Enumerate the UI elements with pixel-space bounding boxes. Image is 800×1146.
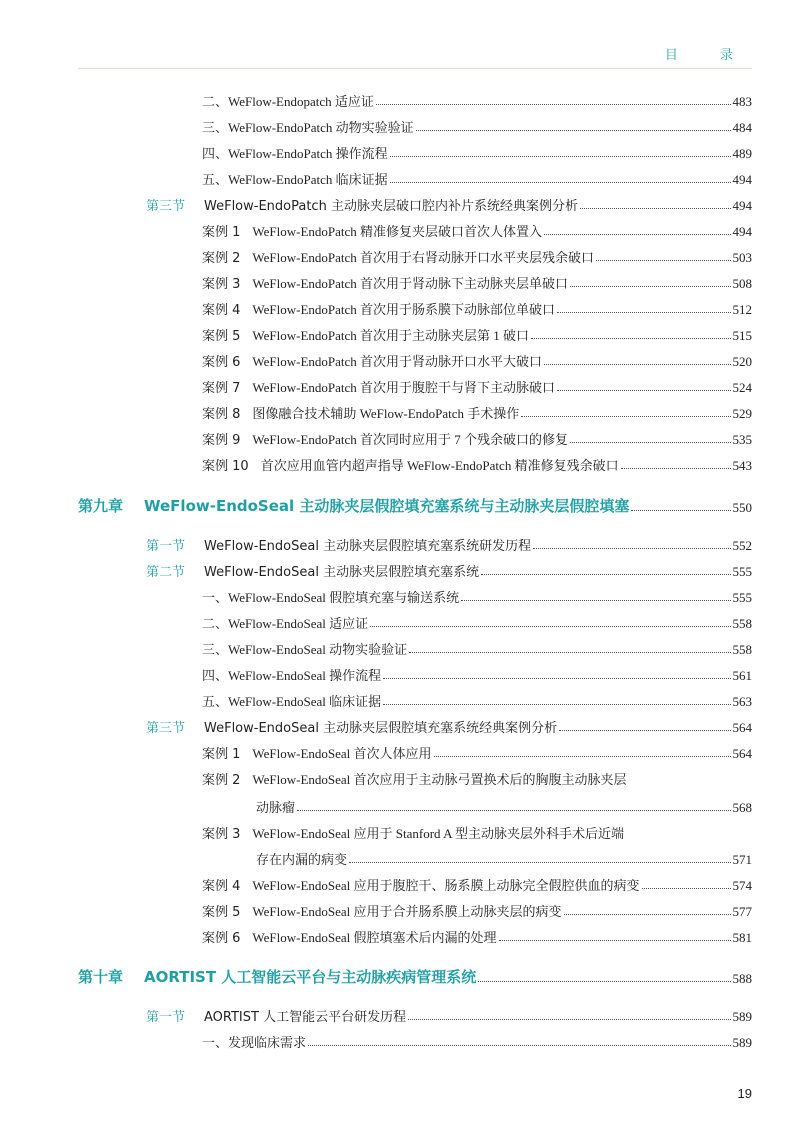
leader-dots xyxy=(409,652,730,653)
toc-chapter xyxy=(78,496,752,516)
leader-dots xyxy=(349,862,730,863)
toc-case xyxy=(202,350,752,370)
toc-case xyxy=(202,324,752,344)
leader-dots xyxy=(390,182,731,183)
case-number: 案例 2 xyxy=(202,773,241,788)
toc-case xyxy=(202,428,752,448)
section-number: 第一节 xyxy=(146,1010,186,1025)
entry-page: 588 xyxy=(732,971,752,986)
leader-dots xyxy=(533,548,730,549)
entry-page: 555 xyxy=(732,564,752,579)
entry-title: 一、WeFlow-EndoSeal 假腔填充塞与输送系统 xyxy=(202,590,460,605)
toc-case xyxy=(202,298,752,318)
leader-dots xyxy=(481,574,730,575)
entry-page: 563 xyxy=(732,694,752,709)
leader-dots xyxy=(383,704,730,705)
case-number: 案例 8 xyxy=(202,407,241,422)
leader-dots xyxy=(596,260,730,261)
case-number: 案例 1 xyxy=(202,225,241,240)
case-number: 案例 2 xyxy=(202,251,241,266)
entry-title: WeFlow-EndoPatch 首次用于肠系膜下动脉部位单破口 xyxy=(252,302,556,317)
entry-page: 574 xyxy=(732,878,752,893)
entry-page: 483 xyxy=(732,94,752,109)
leader-dots xyxy=(478,981,730,982)
toc-case-continuation xyxy=(256,796,752,816)
entry-page: 561 xyxy=(732,668,752,683)
entry-page: 535 xyxy=(732,432,752,447)
entry-page: 555 xyxy=(732,590,752,605)
toc-entry xyxy=(202,638,752,658)
entry-title: WeFlow-EndoSeal 应用于腹腔干、肠系膜上动脉完全假腔供血的病变 xyxy=(252,878,640,893)
section-title: WeFlow-EndoPatch 主动脉夹层破口腔内补片系统经典案例分析 xyxy=(204,199,578,214)
entry-title: 一、发现临床需求 xyxy=(202,1035,307,1050)
case-number: 案例 5 xyxy=(202,329,241,344)
toc-chapter xyxy=(78,967,752,987)
section-number: 第三节 xyxy=(146,721,186,736)
case-number: 案例 4 xyxy=(202,303,241,318)
header-divider xyxy=(78,68,752,69)
case-number: 案例 10 xyxy=(202,459,249,474)
toc-section xyxy=(146,534,752,554)
entry-title: 五、WeFlow-EndoPatch 临床证据 xyxy=(202,172,388,187)
entry-title: WeFlow-EndoSeal 首次应用于主动脉弓置换术后的胸腹主动脉夹层 xyxy=(252,772,627,787)
toc-entry xyxy=(202,90,752,110)
entry-page: 520 xyxy=(732,354,752,369)
toc-case xyxy=(202,220,752,240)
toc-section xyxy=(146,194,752,214)
section-number: 第三节 xyxy=(146,199,186,214)
toc-case xyxy=(202,246,752,266)
case-number: 案例 3 xyxy=(202,277,241,292)
toc-entry xyxy=(202,586,752,606)
entry-title: 三、WeFlow-EndoPatch 动物实验验证 xyxy=(202,120,414,135)
case-number: 案例 1 xyxy=(202,747,241,762)
leader-dots xyxy=(531,338,730,339)
leader-dots xyxy=(297,810,730,811)
entry-page: 564 xyxy=(732,720,752,735)
leader-dots xyxy=(557,390,730,391)
case-number: 案例 3 xyxy=(202,827,241,842)
entry-title: WeFlow-EndoSeal 应用于 Stanford A 型主动脉夹层外科手术后近端 xyxy=(252,826,625,841)
case-number: 案例 5 xyxy=(202,905,241,920)
leader-dots xyxy=(621,468,731,469)
entry-page: 494 xyxy=(732,172,752,187)
leader-dots xyxy=(416,130,731,131)
entry-title: WeFlow-EndoPatch 首次用于肾动脉下主动脉夹层单破口 xyxy=(252,276,569,291)
entry-page: 494 xyxy=(732,198,752,213)
leader-dots xyxy=(544,234,730,235)
entry-page: 581 xyxy=(732,930,752,945)
entry-page: 571 xyxy=(732,852,752,867)
entry-page: 489 xyxy=(732,146,752,161)
running-header: 目 录 xyxy=(664,48,752,63)
leader-dots xyxy=(370,626,730,627)
entry-title-continued: 存在内漏的病变 xyxy=(256,852,348,867)
entry-page: 512 xyxy=(732,302,752,317)
leader-dots xyxy=(521,416,730,417)
case-number: 案例 4 xyxy=(202,879,241,894)
leader-dots xyxy=(499,940,731,941)
entry-title: WeFlow-EndoPatch 首次用于主动脉夹层第 1 破口 xyxy=(252,328,530,343)
leader-dots xyxy=(580,208,731,209)
entry-page: 543 xyxy=(732,458,752,473)
toc-entry xyxy=(202,168,752,188)
leader-dots xyxy=(376,104,731,105)
leader-dots xyxy=(564,914,731,915)
leader-dots xyxy=(631,510,730,511)
entry-page: 564 xyxy=(732,746,752,761)
section-number: 第一节 xyxy=(146,539,186,554)
entry-title: WeFlow-EndoSeal 应用于合并肠系膜上动脉夹层的病变 xyxy=(252,904,562,919)
entry-page: 494 xyxy=(732,224,752,239)
entry-page: 503 xyxy=(732,250,752,265)
toc-case xyxy=(202,822,752,842)
entry-title: 二、WeFlow-EndoSeal 适应证 xyxy=(202,616,369,631)
toc-entry xyxy=(202,612,752,632)
case-number: 案例 6 xyxy=(202,931,241,946)
entry-title: WeFlow-EndoPatch 首次用于右肾动脉开口水平夹层残余破口 xyxy=(252,250,595,265)
toc-case xyxy=(202,768,752,788)
entry-title: 四、WeFlow-EndoPatch 操作流程 xyxy=(202,146,388,161)
entry-page: 589 xyxy=(732,1035,752,1050)
entry-page: 508 xyxy=(732,276,752,291)
toc-entry xyxy=(202,664,752,684)
entry-page: 515 xyxy=(732,328,752,343)
toc-section xyxy=(146,1005,752,1025)
entry-title: WeFlow-EndoPatch 精准修复夹层破口首次人体置入 xyxy=(252,224,543,239)
entry-page: 558 xyxy=(732,616,752,631)
toc-case xyxy=(202,926,752,946)
entry-page: 552 xyxy=(732,538,752,553)
toc-case xyxy=(202,376,752,396)
entry-title: WeFlow-EndoSeal 假腔填塞术后内漏的处理 xyxy=(252,930,497,945)
toc-case xyxy=(202,874,752,894)
toc-case-continuation xyxy=(256,848,752,868)
entry-title: WeFlow-EndoPatch 首次用于肾动脉开口水平大破口 xyxy=(252,354,543,369)
toc-entry xyxy=(202,142,752,162)
toc-case xyxy=(202,272,752,292)
entry-page: 484 xyxy=(732,120,752,135)
leader-dots xyxy=(557,312,730,313)
entry-page: 589 xyxy=(732,1009,752,1024)
entry-page: 558 xyxy=(732,642,752,657)
leader-dots xyxy=(434,756,731,757)
entry-title: 图像融合技术辅助 WeFlow-EndoPatch 手术操作 xyxy=(252,406,520,421)
entry-title: 首次应用血管内超声指导 WeFlow-EndoPatch 精准修复残余破口 xyxy=(260,458,619,473)
chapter-title: AORTIST 人工智能云平台与主动脉疾病管理系统 xyxy=(144,968,477,986)
entry-title: 四、WeFlow-EndoSeal 操作流程 xyxy=(202,668,382,683)
entry-title: WeFlow-EndoPatch 首次同时应用于 7 个残余破口的修复 xyxy=(252,432,569,447)
page-number: 19 xyxy=(737,1086,752,1101)
entry-title: WeFlow-EndoPatch 首次用于腹腔干与肾下主动脉破口 xyxy=(252,380,556,395)
entry-title: 三、WeFlow-EndoSeal 动物实验验证 xyxy=(202,642,408,657)
entry-title: 二、WeFlow-Endopatch 适应证 xyxy=(202,94,374,109)
leader-dots xyxy=(408,1019,730,1020)
entry-page: 568 xyxy=(732,800,752,815)
section-title: WeFlow-EndoSeal 主动脉夹层假腔填充塞系统经典案例分析 xyxy=(204,721,558,736)
toc-entry xyxy=(202,116,752,136)
entry-page: 550 xyxy=(732,500,752,515)
leader-dots xyxy=(559,730,730,731)
case-number: 案例 7 xyxy=(202,381,241,396)
case-number: 案例 9 xyxy=(202,433,241,448)
toc-case xyxy=(202,454,752,474)
toc-case xyxy=(202,742,752,762)
leader-dots xyxy=(390,156,731,157)
leader-dots xyxy=(308,1045,730,1046)
leader-dots xyxy=(570,442,730,443)
chapter-number: 第十章 xyxy=(78,968,124,986)
entry-page: 529 xyxy=(732,406,752,421)
section-title: WeFlow-EndoSeal 主动脉夹层假腔填充塞系统 xyxy=(204,565,480,580)
entry-title-continued: 动脉瘤 xyxy=(256,800,296,815)
entry-title: WeFlow-EndoSeal 首次人体应用 xyxy=(252,746,432,761)
section-title: WeFlow-EndoSeal 主动脉夹层假腔填充塞系统研发历程 xyxy=(204,539,532,554)
toc-section xyxy=(146,560,752,580)
section-number: 第二节 xyxy=(146,565,186,580)
leader-dots xyxy=(570,286,730,287)
toc-entry xyxy=(202,690,752,710)
toc-entry xyxy=(202,1031,752,1051)
case-number: 案例 6 xyxy=(202,355,241,370)
chapter-title: WeFlow-EndoSeal 主动脉夹层假腔填充塞系统与主动脉夹层假腔填塞 xyxy=(144,497,630,515)
toc-case xyxy=(202,402,752,422)
leader-dots xyxy=(544,364,730,365)
leader-dots xyxy=(642,888,731,889)
chapter-number: 第九章 xyxy=(78,497,124,515)
leader-dots xyxy=(461,600,730,601)
entry-title: 五、WeFlow-EndoSeal 临床证据 xyxy=(202,694,382,709)
toc-case xyxy=(202,900,752,920)
toc-section xyxy=(146,716,752,736)
leader-dots xyxy=(383,678,730,679)
section-title: AORTIST 人工智能云平台研发历程 xyxy=(204,1010,407,1025)
entry-page: 577 xyxy=(732,904,752,919)
entry-page: 524 xyxy=(732,380,752,395)
